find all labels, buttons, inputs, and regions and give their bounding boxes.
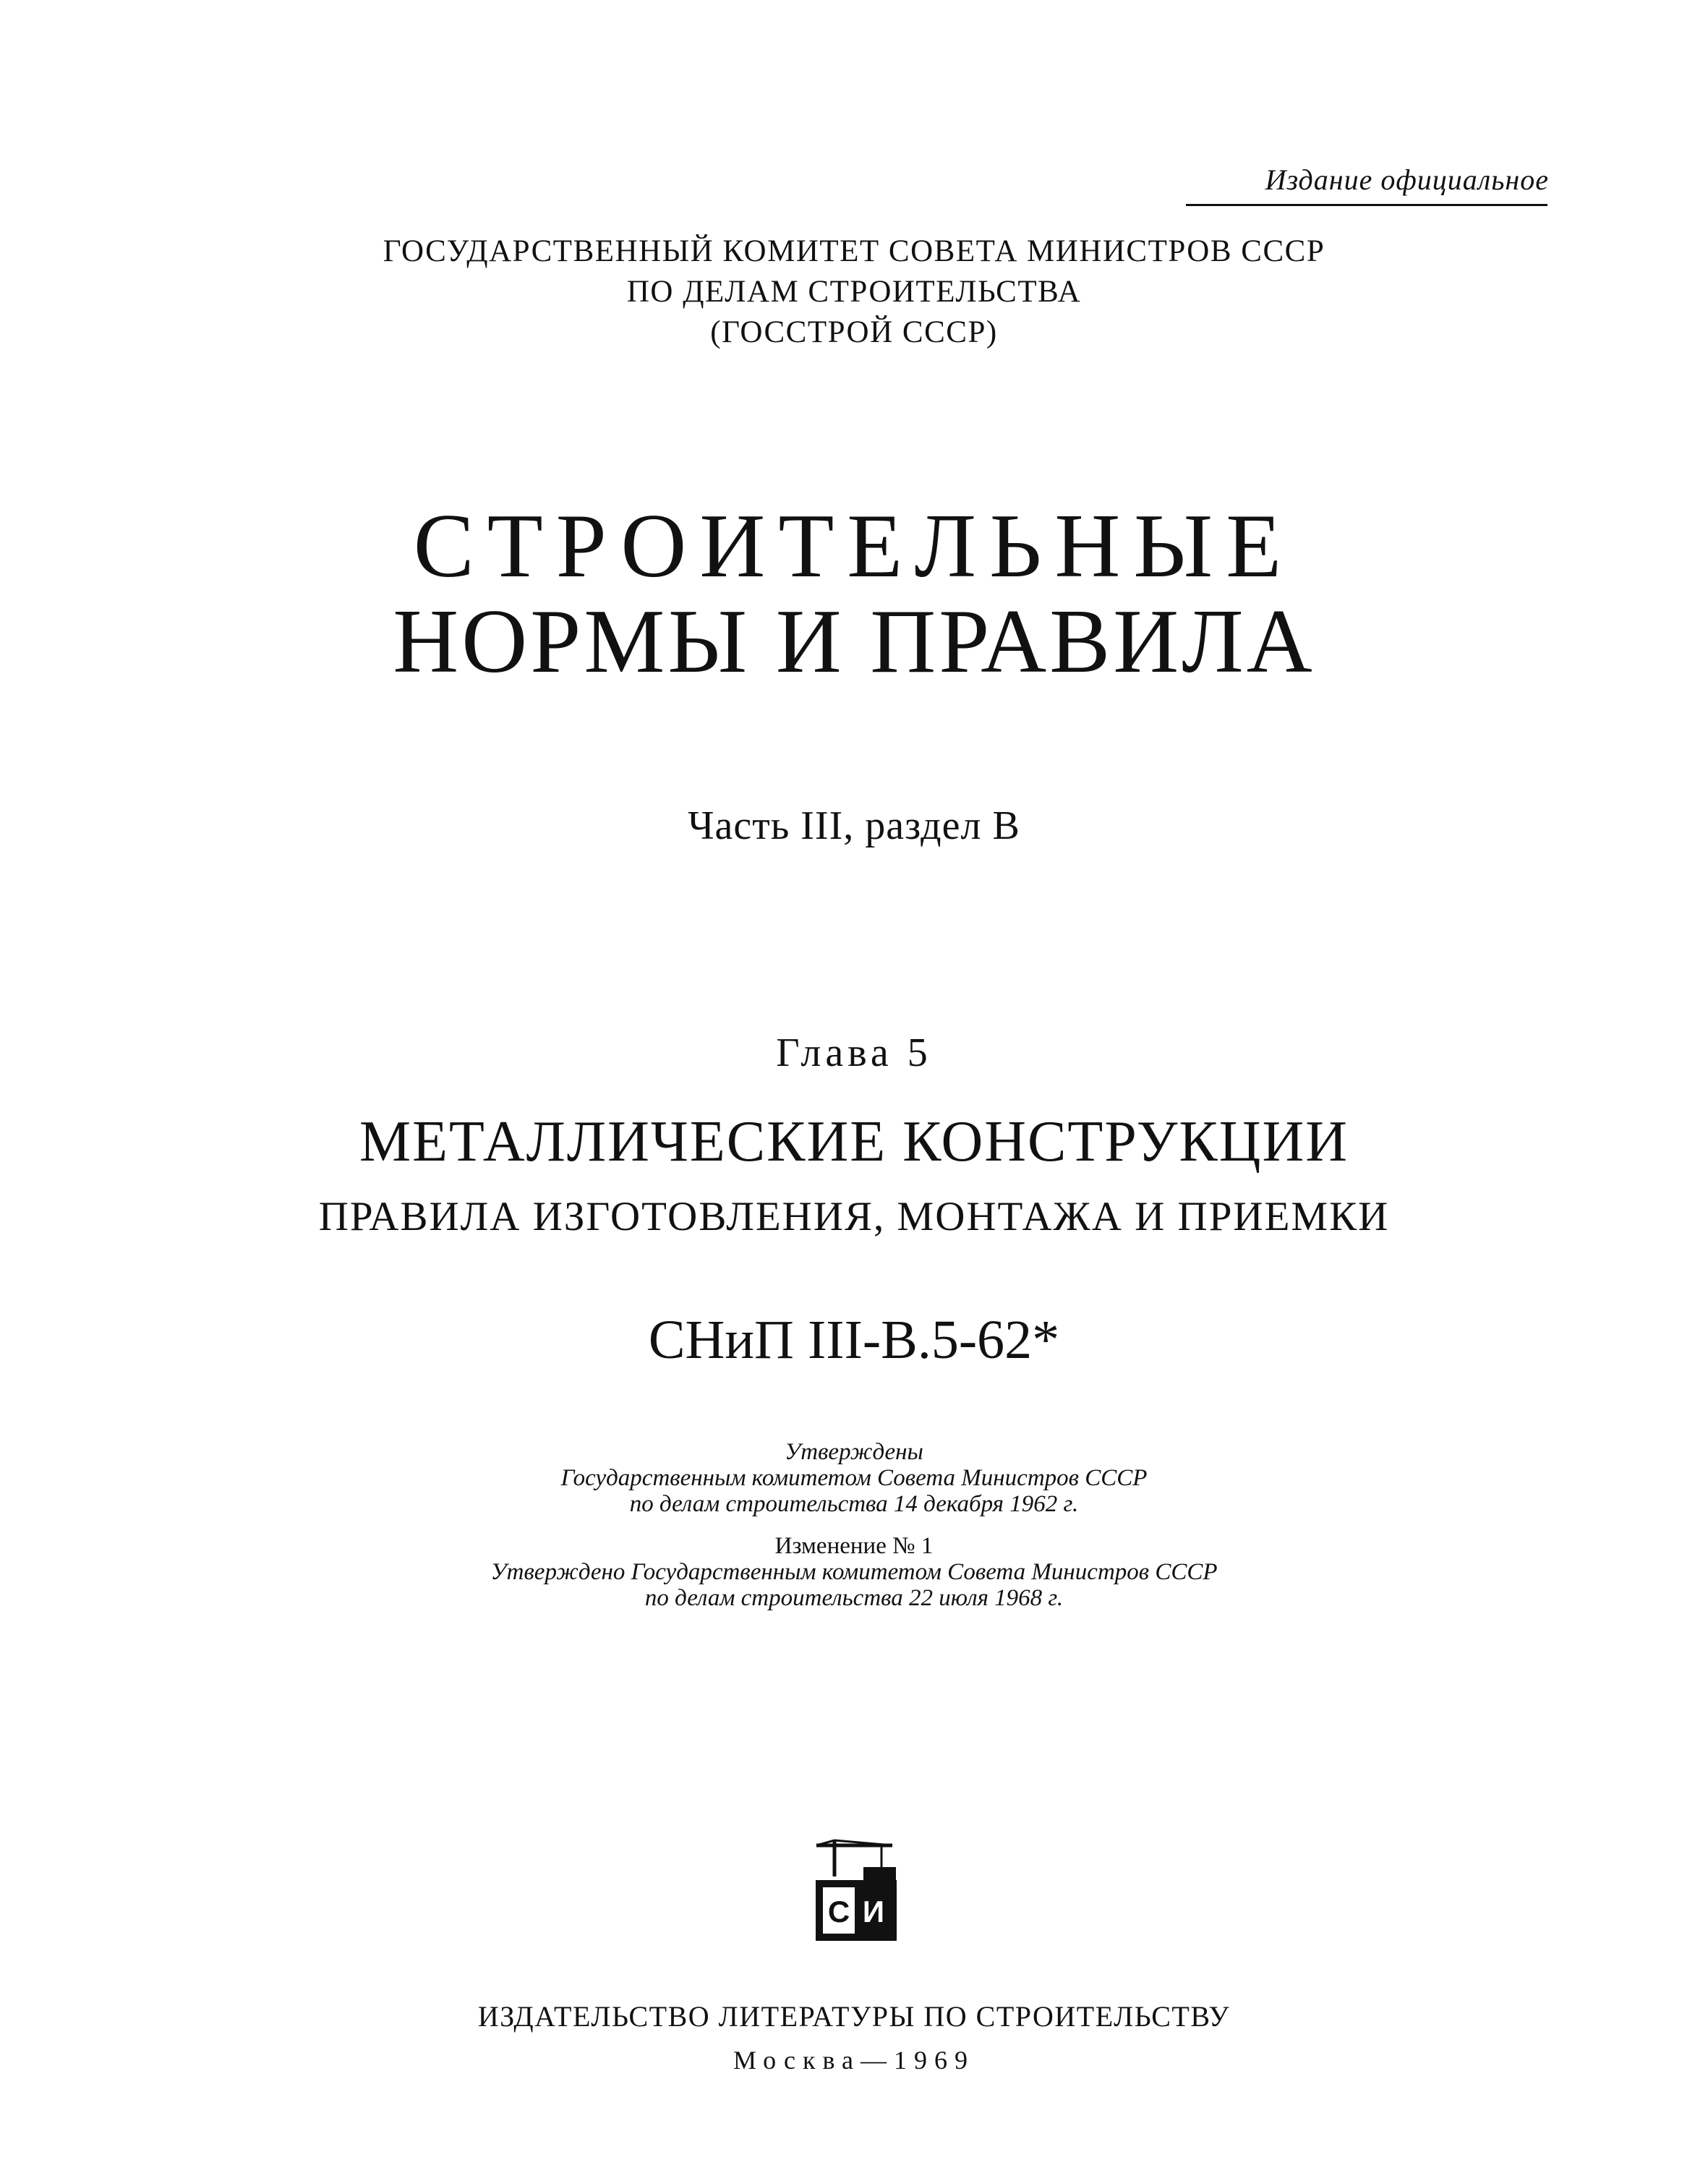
edition-note-underline: [1186, 204, 1547, 206]
committee-line-2: ПО ДЕЛАМ СТРОИТЕЛЬСТВА: [626, 275, 1082, 309]
amendment-heading: Изменение № 1: [774, 1533, 934, 1559]
publisher-city-year: Москва—1969: [733, 2046, 975, 2075]
chapter-title: МЕТАЛЛИЧЕСКИЕ КОНСТРУКЦИИ: [359, 1110, 1349, 1174]
approval-line-2: по делам строительства 14 декабря 1962 г.: [629, 1491, 1079, 1517]
edition-note: Издание официальное: [1265, 163, 1549, 196]
chapter-label: Глава 5: [776, 1030, 932, 1075]
approval-line-1: Государственным комитетом Совета Министров СССР: [560, 1465, 1148, 1491]
chapter-subtitle: ПРАВИЛА ИЗГОТОВЛЕНИЯ, МОНТАЖА И ПРИЕМКИ: [318, 1194, 1390, 1239]
main-title-line-1: СТРОИТЕЛЬНЫЕ: [413, 496, 1295, 597]
committee-line-1: ГОСУДАРСТВЕННЫЙ КОМИТЕТ СОВЕТА МИНИСТРОВ СССР: [383, 234, 1325, 268]
publisher-name: ИЗДАТЕЛЬСТВО ЛИТЕРАТУРЫ ПО СТРОИТЕЛЬСТВУ: [477, 2000, 1231, 2033]
amendment-line-2: по делам строительства 22 июля 1968 г.: [644, 1585, 1064, 1611]
part-section: Часть III, раздел В: [688, 803, 1020, 848]
document-code: СНиП III-В.5-62*: [648, 1310, 1060, 1370]
svg-text:С: С: [827, 1895, 850, 1929]
amendment-line-1: Утверждено Государственным комитетом Совета Министров СССР: [490, 1559, 1218, 1585]
publisher-logo-icon: [813, 1837, 900, 1945]
svg-text:И: И: [862, 1895, 885, 1929]
approval-heading: Утверждены: [785, 1439, 923, 1465]
committee-line-3: (ГОССТРОЙ СССР): [710, 315, 998, 349]
main-title-line-2: НОРМЫ И ПРАВИЛА: [393, 592, 1315, 692]
